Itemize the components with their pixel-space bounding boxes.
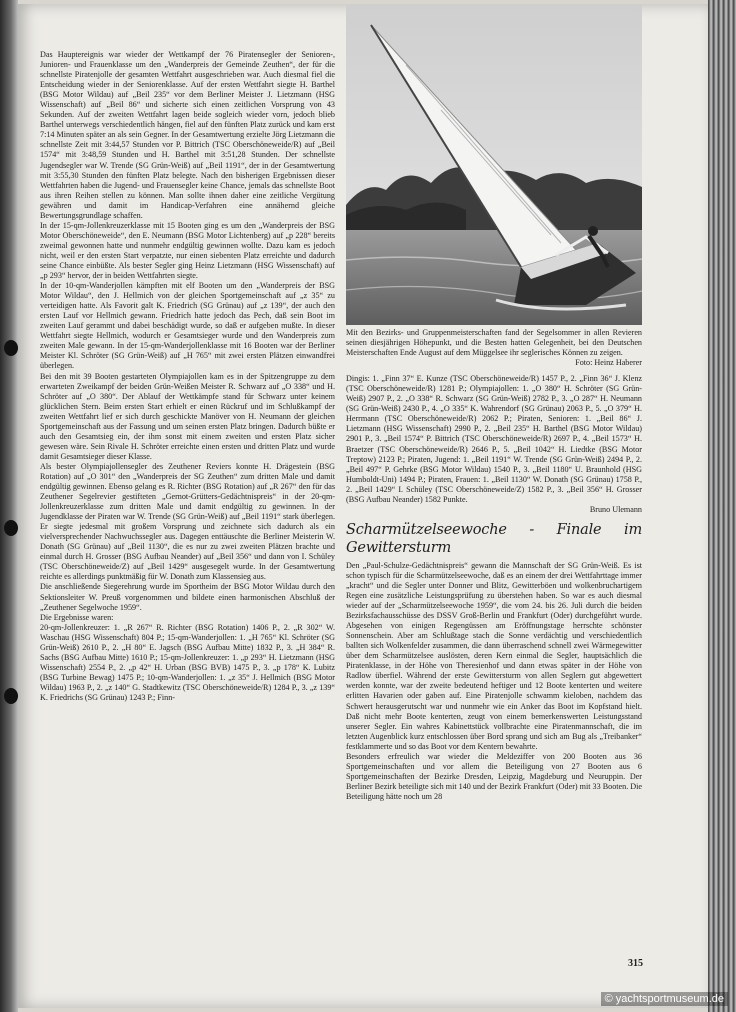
paragraph-siegerehrung: Die anschließende Siegerehrung wurde im Sportheim der BSG Motor Wildau durch den Sektionsleiter W. Preuß vorgenommen und bildete einen harmonischen Abschluß der „Zeuthener Segelwoche 1959“. xyxy=(40,582,335,612)
right-column xyxy=(346,328,642,960)
paragraph-meldeziffer: Besonders erfreulich war wieder die Meldeziffer von 200 Booten aus 36 Sportgemeinschaften und vor allem die Beteiligung von 27 Booten aus 6 Sportgemeinschaften der Bezirke Dresden, Leipzig, Magdeburg und Neuruppin. Der Berliner Bezirk beteiligte sich mit 140 und der Bezirk Frankfurt (Oder) mit 33 Booten. Die Beteiligung hätte noch um 28 xyxy=(346,751,642,801)
book-page-edges xyxy=(708,0,736,1012)
paragraph-scharmuetzelsee: Den „Paul-Schulze-Gedächtnispreis“ gewann die Mannschaft der SG Grün-Weiß. Es ist schon typisch für die Scharmützelseewoche, daß es an einem der drei Wettfahrttage immer „kracht“ und die Segler unter Donner und Blitz, Gewitterböen und wolkenbruchartigem Regen eine zusätzliche Leistungsprüfung zu überstehen haben. So war es auch diesmal wieder auf der „Scharmützelseewoche 1959“, die vom 24. bis 26. Juli durch die beiden Bezirksfachausschüsse des DSSV Groß-Berlin und Frankfurt (Oder) durchgeführt wurde. Abgesehen von einigen Regengüssen am Eröffnungstage herrschte schönster Sonnenschein. Aber am Schlußtage stach die Sonne verdächtig und verschiedentlich ballten sich Wolkenfelder zusammen, die dann überraschend schnell zwei Wärmegewitter über dem Scharmützelsee auslösten, deren Kern einmal die Segler, hauptsächlich die Piratenklasse, in der Höhe von Theresienhof und dann etwas später in der Höhe von Radlow überfiel. Während der erste Gewittersturm von allen Seglern gut abgewettert werden konnte, war der zweite bedeutend heftiger und 12 Boote kenterten und weitere erlitten Havarien oder gaben auf. Eine Piratenjolle schwamm kieloben, nachdem das Schwert herausgerutscht war und nunmehr wie ein Anker das Boot im Kopfstand hielt. Daß nicht mehr Boote kenterten, zeugt von einem bemerkenswerten Leistungsstand unserer Segler. Ein wahres Kabinettstück vollbrachte eine Piratenmannschaft, die im letzten Augenblick kurz entschlossen über Bord sprang und sich am Bug als „Treibanker“ festklammerte und so das Boot vor dem Kentern bewahrte. xyxy=(346,560,642,751)
left-column xyxy=(40,50,335,955)
binding-hole xyxy=(4,520,18,536)
results-list-left: 20-qm-Jollenkreuzer: 1. „R 267“ R. Richter (BSG Rotation) 1406 P., 2. „R 302“ W. Waschau (HSG Wissenschaft) 804 P.; 15-qm-Wanderjollen: 1. „H 765“ Kl. Schröter (SG Grün-Weiß) 2610 P., 2. „H 80“ E. Jagsch (BSG Aufbau Mitte) 1832 P., 3. „H 384“ R. Sachs (BSG Aufbau Mitte) 1610 P.; 15-qm-Jollenkreuzer: 1. „p 293“ H. Lietzmann (HSG Wissenschaft) 2554 P., 2. „p 42“ H. Urban (BSG BVB) 1475 P., 3. „p 178“ K. Lubitz (BSG Turbine Bewag) 1475 P.; 10-qm-Wanderjollen: 1. „z 35“ J. Hellmich (BSG Motor Wildau) 1963 P., 2. „z 140“ G. Stadtkewitz (TSC Oberschöneweide/R) 1284 P., 3. „z 139“ K. Friedrichs (SG Grünau) 1243 P.; Finn- xyxy=(40,622,335,702)
author-signature: Bruno Ulemann xyxy=(589,504,642,514)
results-list-right: Dingis: 1. „Finn 37“ E. Kunze (TSC Oberschöneweide/R) 1457 P., 2. „Finn 36“ J. Klenz (TSC Oberschöneweide/R) 1281 P.; Olympiajollen: 1. „O 380“ H. Schröter (SG Grün-Weiß) 2907 P., 2. „O 338“ R. Schwarz (SG Grün-Weiß) 2782 P., 3. „O 287“ H. Neumann (SG Grün-Weiß) 2430 P., 4. „O 335“ K. Wahrendorf (SG Grünau) 2063 P., 5. „O 379“ H. Herrmann (TSC Oberschöneweide/R) 2062 P.; Piraten, Senioren: 1. „Beil 86“ J. Lietzmann (HSG Wissenschaft) 2990 P., 2. „Beil 235“ H. Barthel (BSG Motor Wildau) 2901 P., 3. „Beil 1574“ P. Bittrich (TSC Oberschöneweide/R) 2697 P., 4. „Beil 1573“ H. Braetzer (TSC Oberschöneweide/R) 2646 P., 5. „Beil 1042“ H. Liedtke (BSG Motor Treptow) 2123 P.; Piraten, Jugend: 1. „Beil 1191“ W. Trende (SG Grün-Weiß) 2494 P., 2. „Beil 497“ P. Gehrke (BSG Motor Wildau) 1540 P., 3. „Beil 1180“ U. Braunhold (HSG Humboldt-Uni) 1494 P.; Piraten, Frauen: 1. „Beil 1130“ W. Donath (SG Grünau) 1758 P., 2. „Beil 1429“ I. Schüley (TSC Oberschöneweide/Z) 1582 P., 3. „Beil 356“ H. Grosser (BSG Aufbau Neander) 1582 Punkte. xyxy=(346,374,642,504)
capsizing-sailboat-image xyxy=(346,5,642,325)
binding-hole xyxy=(4,688,18,704)
paragraph-zeuthen: Als bester Olympiajollensegler des Zeuthener Reviers konnte H. Drägestein (BSG Rotation) auf „O 301“ den „Wanderpreis der SG Zeuthen“ zum dritten Male und damit endgültig gewinnen. Ebenso gelang es R. Richter (BSG Rotation) auf „R 267“ den für das Zeuthener Segelrevier gestifteten „Gernot-Grütters-Gedächtnispreis“ in der 20-qm-Jollenkreuzerklasse zum dritten Male und damit endgültig zu gewinnen. In der Jugendklasse der Piraten war W. Trende (SG Grün-Weiß) auf „Beil 1191“ stark überlegen. Er siegte jedesmal mit großem Vorsprung und zeichnete sich dadurch als ein vielversprechender Nachwuchssegler aus. Dagegen enttäuschte die Berliner Meisterin W. Donath (SG Grünau) auf „Beil 1130“, die es nur zu zwei zweiten Plätzen brachte und einmal durch H. Grosser (BSG Aufbau Neander) auf „Beil 356“ und dann von I. Schüley (TSC Oberschöneweide/Z) auf „Beil 1429“ ausgesegelt wurde. In der Gesamtwertung reichte es allerdings punktmäßig für W. Donath zum Klassensieg aus. xyxy=(40,461,335,582)
paragraph-pirates: Das Hauptereignis war wieder der Wettkampf der 76 Piratensegler der Senioren-, Junioren- und Frauenklasse um den „Wanderpreis der Gemeinde Zeuthen“, der für die schnellste Piratenjolle der gesamten Wettfahrt ausgeschrieben war. Auch diesmal fiel die Entscheidung wieder in der Seniorenklasse. Auf der ersten Wettfahrt siegte H. Barthel (BSG Motor Wildau) auf „Beil 235“ vor dem Berliner Meister J. Lietzmann (HSG Wissenschaft) auf „Beil 86“ und sicherte sich einen zeitlichen Vorsprung von 43 Sekunden. Auf der zweiten Wettfahrt lagen beide sogleich wieder vorn, jedoch blieb Barthel unterwegs verschiedentlich hängen, fiel auf den fünften Platz zurück und kam erst 7:14 Minuten später an als sein Gegner. In der Gesamtwertung erzielte Jörg Lietzmann die schnellste Zeit mit 3:44,57 Stunden vor P. Bittrich (TSC Oberschöneweide/R) auf „Beil 1574“ mit 3:48,59 Stunden und H. Barthel mit 3:51,28 Stunden. Der schnellste Jugendsegler war W. Trende (SG Grün-Weiß) auf „Beil 1191“, der in der Gesamtwertung mit 3:55,30 Stunden den fünften Platz belegte. Nach den bisherigen Ergebnissen dieser Wettfahrten haben die Jugend- und Frauensegler keine Chance, jemals das schnellste Boot aus ihren Reihen stellen zu können. Man sollte ihnen daher eine zeitliche Vergütung gewähren und damit im Handicap-Verfahren eine annähernd gleiche Bewertungsgrundlage schaffen. xyxy=(40,50,335,220)
book-gutter-shadow xyxy=(0,0,18,1012)
article-headline: Scharmützelseewoche - Finale im Gewittersturm xyxy=(346,521,642,556)
sailing-photo xyxy=(346,5,642,325)
watermark-text: © yachtsportmuseum.de xyxy=(601,992,728,1006)
paragraph-olympiajollen: Bei den mit 39 Booten gestarteten Olympiajollen kam es in der Spitzengruppe zu dem erwarteten Zweikampf der beiden Grün-Weißen Meister R. Schwarz auf „O 338“ und H. Schröter auf „O 380“. Der Ablauf der Wettkämpfe stand für Schwarz unter keinem glücklichen Stern. Beim ersten Start erhielt er einen Rückruf und im Schlußkampf der zweiten Wettfahrt lief er sich durch geschickte Manöver von H. Neumann der gleichen Sportgemeinschaft aus der Fassung und um seinen ersten Platz bringen. Dadurch büßte er auch den Gesamtsieg ein, der ihm sonst mit einem zweiten und ersten Platz sicher gewesen wäre. Sein Rivale H. Schröter erreichte einen ersten und dritten Platz und wurde damit Gesamtsieger dieser Klasse. xyxy=(40,371,335,461)
paragraph-wanderjollen: In der 10-qm-Wanderjollen kämpften mit elf Booten um den „Wanderpreis der BSG Motor Wildau“, den J. Hellmich von der gleichen Sportgemeinschaft auf „z 35“ zu verteidigen hatte. Als Favorit galt K. Friedrich (SG Grünau) auf „z 139“, der auch den ersten Lauf vor Hellmich gewann. Friedrich hatte jedoch das Pech, daß sein Boot im zweiten Lauf gerammt und dabei beschädigt wurde, so daß er aufgeben mußte. In dieser Wettfahrt siegte Hellmich, wodurch er Gesamtsieger wurde und den Wanderpreis zum zweiten Male gewann. In der 15-qm-Wanderjollenklasse mit 16 Booten war der Berliner Meister Kl. Schröter (SG Grün-Weiß) auf „H 765“ mit zwei ersten Plätzen einwandfrei überlegen. xyxy=(40,281,335,371)
page-number: 315 xyxy=(628,958,643,969)
binding-hole xyxy=(4,340,18,356)
paragraph-results-intro: Die Ergebnisse waren: xyxy=(40,612,114,622)
paragraph-jollenkreuzer: In der 15-qm-Jollenkreuzerklasse mit 15 Booten ging es um den „Wanderpreis der BSG Motor Oberschöneweide“, den E. Neumann (BSG Motor Lichtenberg) auf „p 228“ bereits zweimal gewonnen hatte und nunmehr endgültig gewinnen wollte. Dazu kam es jedoch nicht, weil er den ersten Start verpatzte, nur einen siebenten Platz erreichte und dadurch seine Chance einbüßte. Als bester Segler ging Heinz Lietzmann (HSG Wissenschaft) auf „p 293“ hervor, der in beiden Wettfahrten siegte. xyxy=(40,220,335,281)
photo-credit: Foto: Heinz Haberer xyxy=(575,358,642,368)
photo-caption: Mit den Bezirks- und Gruppenmeisterschaften fand der Segelsommer in allen Revieren seinen diesjährigen Höhepunkt, und die Besten hatten Gelegenheit, bei den Deutschen Meisterschaften Ende August auf dem Müggelsee ihr seglerisches Können zu zeigen. xyxy=(346,328,642,358)
